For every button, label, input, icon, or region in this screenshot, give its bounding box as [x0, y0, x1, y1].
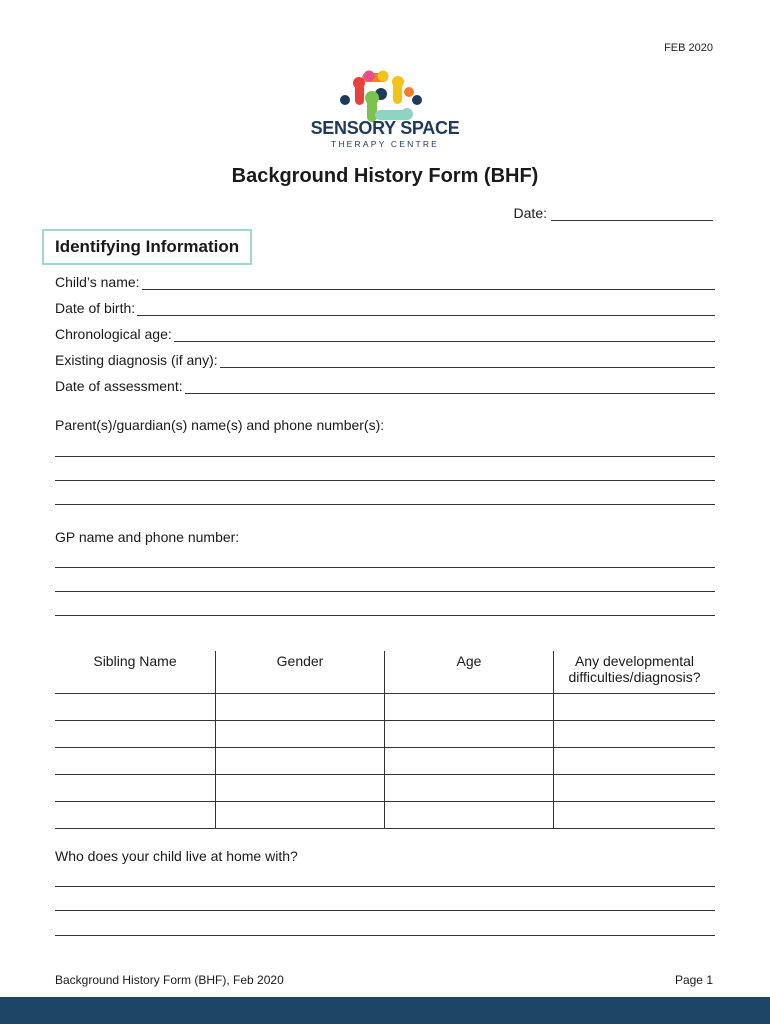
- table-cell[interactable]: [554, 721, 716, 748]
- table-cell[interactable]: [216, 802, 385, 829]
- table-cell[interactable]: [216, 748, 385, 775]
- table-cell[interactable]: [385, 748, 554, 775]
- table-cell[interactable]: [55, 748, 216, 775]
- column-header-sibling-name: Sibling Name: [55, 651, 216, 694]
- field-underline[interactable]: [137, 301, 715, 316]
- chronological-age-field[interactable]: [55, 324, 715, 342]
- table-cell[interactable]: [55, 721, 216, 748]
- form-title: Background History Form (BHF): [231, 165, 539, 187]
- date-label: Date:: [513, 205, 547, 221]
- brand-name: SENSORY SPACE: [310, 118, 460, 138]
- field-label: Child’s name:: [55, 274, 140, 290]
- table-header-row: [55, 651, 715, 694]
- field-label: Chronological age:: [55, 326, 172, 342]
- date-underline[interactable]: [551, 206, 713, 221]
- column-header-difficulties: Any developmental difficulties/diagnosis?: [554, 651, 716, 694]
- table-cell[interactable]: [55, 802, 216, 829]
- answer-line[interactable]: [55, 591, 715, 592]
- table-cell[interactable]: [385, 802, 554, 829]
- table-cell[interactable]: [554, 802, 716, 829]
- footer-form-name: Background History Form (BHF), Feb 2020: [55, 973, 284, 987]
- field-label: Date of birth:: [55, 300, 136, 316]
- childs-name-field[interactable]: [55, 272, 715, 290]
- field-label: Date of assessment:: [55, 378, 183, 394]
- page-number: Page 1: [674, 973, 713, 987]
- answer-line[interactable]: [55, 480, 715, 481]
- field-label: Existing diagnosis (if any):: [55, 352, 218, 368]
- table-cell[interactable]: [385, 721, 554, 748]
- table-cell[interactable]: [55, 694, 216, 721]
- answer-line[interactable]: [55, 567, 715, 568]
- table-cell[interactable]: [554, 775, 716, 802]
- answer-line[interactable]: [55, 504, 715, 505]
- siblings-table: [55, 651, 715, 829]
- table-cell[interactable]: [385, 775, 554, 802]
- parents-question: Parent(s)/guardian(s) name(s) and phone number(s):: [55, 417, 385, 433]
- table-cell[interactable]: [55, 775, 216, 802]
- table-row: [55, 694, 715, 721]
- date-field[interactable]: [514, 205, 713, 221]
- answer-line[interactable]: [55, 886, 715, 887]
- section-heading-identifying: Identifying Information: [42, 229, 252, 265]
- table-row: [55, 802, 715, 829]
- answer-line[interactable]: [55, 935, 715, 936]
- table-row: [55, 775, 715, 802]
- lives-with-question: Who does your child live at home with?: [55, 848, 298, 864]
- answer-line[interactable]: [55, 910, 715, 911]
- column-header-gender: Gender: [216, 651, 385, 694]
- brand-subtitle: THERAPY CENTRE: [330, 139, 440, 149]
- existing-diagnosis-field[interactable]: [55, 350, 715, 368]
- answer-line[interactable]: [55, 615, 715, 616]
- table-row: [55, 721, 715, 748]
- table-cell[interactable]: [385, 694, 554, 721]
- date-of-assessment-field[interactable]: [55, 376, 715, 394]
- field-underline[interactable]: [185, 379, 715, 394]
- table-cell[interactable]: [216, 694, 385, 721]
- field-underline[interactable]: [220, 353, 715, 368]
- footer-bar: [0, 997, 770, 1024]
- table-row: [55, 748, 715, 775]
- field-underline[interactable]: [174, 327, 715, 342]
- column-header-age: Age: [385, 651, 554, 694]
- version-date: FEB 2020: [664, 42, 713, 54]
- table-cell[interactable]: [554, 694, 716, 721]
- date-of-birth-field[interactable]: [55, 298, 715, 316]
- table-cell[interactable]: [216, 775, 385, 802]
- table-cell[interactable]: [216, 721, 385, 748]
- answer-line[interactable]: [55, 456, 715, 457]
- field-underline[interactable]: [142, 275, 715, 290]
- table-cell[interactable]: [554, 748, 716, 775]
- gp-question: GP name and phone number:: [55, 529, 240, 545]
